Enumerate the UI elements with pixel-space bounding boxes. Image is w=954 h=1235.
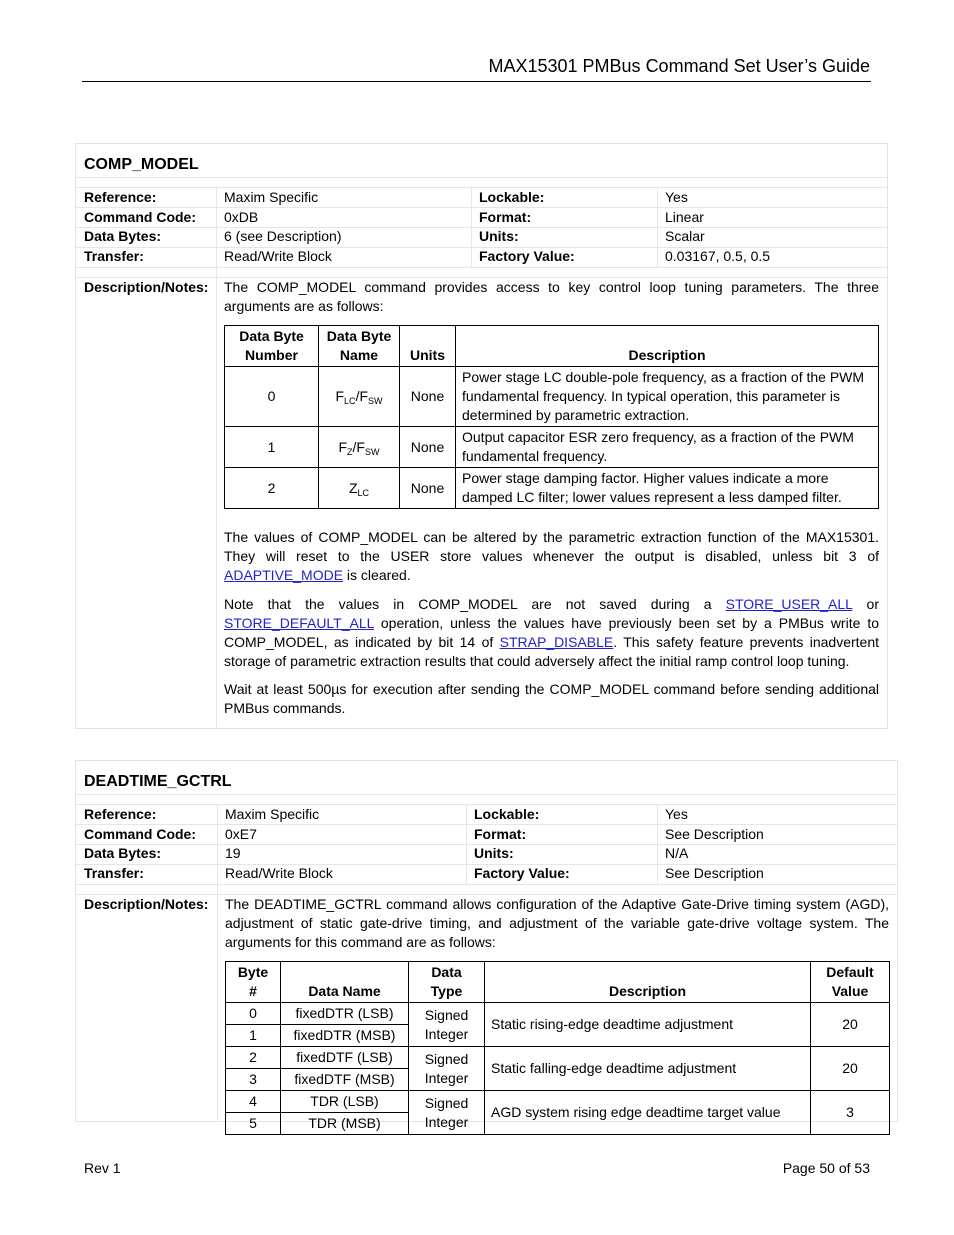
table-row [226,1091,890,1113]
deadtime-gctrl-section [75,760,898,1131]
data-type: Signed Integer [409,1047,485,1091]
adaptive-mode-link[interactable]: ADAPTIVE_MODE [224,567,344,583]
section-title: COMP_MODEL [84,156,199,173]
description-paragraph: The values of COMP_MODEL can be altered by the parametric extraction function of the MAX15301. They will reset to the USER store values whenever the output is disabled, unless bit 3 of ADAPTIVE_MODE is cleared. [224,529,879,583]
units-label: Units: [479,228,519,244]
default-value: 20 [811,1003,890,1047]
data-description: Static falling-edge deadtime adjustment [485,1047,811,1091]
data-bytes-value: 6 (see Description) [224,228,342,244]
divider [657,187,658,267]
reference-label: Reference: [84,189,157,205]
transfer-value: Read/Write Block [225,865,333,881]
units-value: Scalar [665,228,705,244]
table-row [225,367,879,427]
table-row [226,1003,890,1025]
divider [216,187,217,728]
data-name: fixedDTR (LSB) [281,1003,409,1025]
command-code-value: 0xE7 [225,826,257,842]
byte-description: Power stage LC double-pole frequency, as a fraction of the PWM fundamental frequency. In typical operation, this parameter is determined by parametric extraction. [456,367,879,427]
divider [657,804,658,884]
default-value: 3 [811,1091,890,1135]
column-header: Description [456,326,879,367]
comp-model-section [75,143,888,729]
data-name: fixedDTF (MSB) [281,1069,409,1091]
byte-number: 1 [225,427,319,468]
byte-index: 2 [226,1047,281,1069]
description-notes-label: Description/Notes: [84,279,209,295]
lockable-label: Lockable: [479,189,545,205]
factory-value-label: Factory Value: [479,248,575,264]
page-header-title: MAX15301 PMBus Command Set User’s Guide [488,56,870,76]
format-label: Format: [479,209,532,225]
default-value: 20 [811,1047,890,1091]
byte-index: 1 [226,1025,281,1047]
description-notes-label: Description/Notes: [84,896,209,912]
table-row [226,1047,890,1069]
factory-value-value: See Description [665,865,764,881]
transfer-label: Transfer: [84,248,144,264]
data-description: AGD system rising edge deadtime target value [485,1091,811,1135]
store-default-all-link[interactable]: STORE_DEFAULT_ALL [224,615,374,631]
divider [76,794,897,795]
column-header: Description [485,962,811,1003]
divider [471,187,472,267]
reference-value: Maxim Specific [224,189,319,205]
byte-name: $F_{LC}/F_{SW}$ [319,367,400,427]
section-title: DEADTIME_GCTRL [84,773,232,790]
store-user-all-link[interactable]: STORE_USER_ALL [725,596,853,612]
description-paragraph: Note that the values in COMP_MODEL are not saved during a STORE_USER_ALL or STORE_DEFAULT_ALL operation, unless the values have previously been set by a PMBus write to COMP_MODEL, as indicated by bit 14 of STRAP_DISABLE. This safety feature prevents inadvertent storage of parametric extraction results that could adversely affect the initial ramp control loop tuning. [224,596,879,669]
column-header: Data Type [409,962,485,1003]
units-value: N/A [665,845,689,861]
command-code-value: 0xDB [224,209,259,225]
byte-index: 0 [226,1003,281,1025]
lockable-label: Lockable: [474,806,540,822]
divider [466,804,467,884]
byte-index: 3 [226,1069,281,1091]
byte-index: 5 [226,1113,281,1135]
deadtime-args-table [225,961,890,1135]
strap-disable-link[interactable]: STRAP_DISABLE [499,634,614,650]
description-paragraph: Wait at least 500µs for execution after sending the COMP_MODEL command before sending additional PMBus commands. [224,681,879,716]
data-type: Signed Integer [409,1003,485,1047]
column-header: Default Value [811,962,890,1003]
divider [76,177,887,178]
transfer-value: Read/Write Block [224,248,332,264]
divider [76,267,887,268]
table-row [225,468,879,509]
data-bytes-label: Data Bytes: [84,228,162,244]
reference-value: Maxim Specific [225,806,320,822]
footer-revision: Rev 1 [84,1160,121,1176]
units-label: Units: [474,845,514,861]
format-value: Linear [665,209,704,225]
footer-page-number: Page 50 of 53 [782,1160,870,1176]
divider [76,884,897,885]
comp-model-args-table [224,325,879,509]
description-intro: The DEADTIME_GCTRL command allows configuration of the Adaptive Gate-Drive timing system (AGD), adjustment of static gate-drive timing, and adjustment of the variable gate-drive voltage system. The arguments for this command are as follows: [225,896,889,950]
table-header-row [226,962,890,1003]
byte-name: $F_Z/F_{SW}$ [319,427,400,468]
data-name: TDR (LSB) [281,1091,409,1113]
lockable-value: Yes [665,806,688,822]
column-header: Data Byte Name [319,326,400,367]
divider [217,804,218,1121]
column-header: Data Name [281,962,409,1003]
command-code-label: Command Code: [84,826,196,842]
byte-name: $Z_{LC}$ [319,468,400,509]
lockable-value: Yes [665,189,688,205]
data-type: Signed Integer [409,1091,485,1135]
data-description: Static rising-edge deadtime adjustment [485,1003,811,1047]
data-bytes-value: 19 [225,845,241,861]
table-header-row [225,326,879,367]
factory-value-label: Factory Value: [474,865,570,881]
factory-value-value: 0.03167, 0.5, 0.5 [665,248,771,264]
column-header: Data Byte Number [225,326,319,367]
column-header: Units [400,326,456,367]
data-name: TDR (MSB) [281,1113,409,1135]
byte-description: Power stage damping factor. Higher values indicate a more damped LC filter; lower values represent a less damped filter. [456,468,879,509]
reference-label: Reference: [84,806,157,822]
format-label: Format: [474,826,527,842]
table-row [225,427,879,468]
byte-units: None [400,468,456,509]
byte-units: None [400,367,456,427]
format-value: See Description [665,826,764,842]
column-header: Byte # [226,962,281,1003]
byte-description: Output capacitor ESR zero frequency, as a fraction of the PWM fundamental frequency. [456,427,879,468]
command-code-label: Command Code: [84,209,196,225]
data-name: fixedDTR (MSB) [281,1025,409,1047]
data-bytes-label: Data Bytes: [84,845,162,861]
byte-number: 2 [225,468,319,509]
header-rule [82,81,871,82]
data-name: fixedDTF (LSB) [281,1047,409,1069]
byte-units: None [400,427,456,468]
byte-number: 0 [225,367,319,427]
description-intro: The COMP_MODEL command provides access to key control loop tuning parameters. The three arguments are as follows: [224,279,879,314]
byte-index: 4 [226,1091,281,1113]
transfer-label: Transfer: [84,865,144,881]
